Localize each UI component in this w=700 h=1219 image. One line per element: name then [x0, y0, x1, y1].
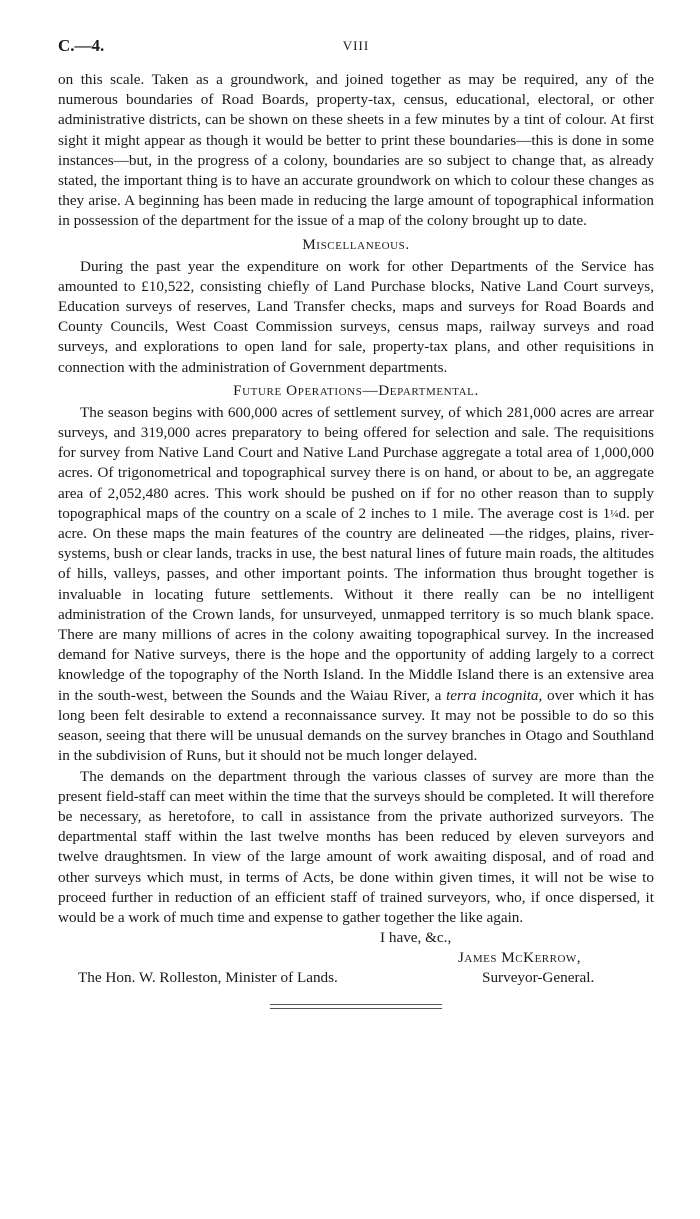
paragraph-future-operations [58, 403, 654, 767]
closing-rule [270, 1004, 442, 1009]
paragraph-miscellaneous: During the past year the expenditure on work for other Departments of the Service has amounted to £10,522, consisting chiefly of Land Purchase blocks, Native Land Court surveys, Education surveys of reserves, Land Transfer checks, maps and surveys for Road Boards and County Councils, West Coast Commission surveys, census maps, railway surveys and road surveys, and explorations to open land for sale, property-tax plans, and other requisitions in connection with the administration of Government departments. [58, 257, 654, 376]
page-number: VIII [342, 38, 370, 53]
italic-terra-incognita: terra incognita [446, 686, 539, 704]
document-page [58, 36, 654, 1009]
fraction-quarter: ¼ [610, 507, 619, 520]
signoff-addressee: The Hon. W. Rolleston, Minister of Lands. [78, 969, 338, 987]
signoff-name: James McKerrow, [458, 949, 582, 967]
signoff-closing: I have, &c., [380, 929, 452, 947]
paragraph-intro: on this scale. Taken as a groundwork, and joined together as may be required, any of the numerous boundaries of Road Boards, property-tax, census, educational, electoral, or other administrative districts, can be shown on these sheets in a few minutes by a tint of colour. At first sight it might appear as though it would be better to print these boundaries—this is done in some instances—but, in the progress of a colony, boundaries are so subject to change that, as already stated, the important thing is to have an accurate groundwork on which to colour these changes as they arise. A beginning has been made in reducing the large amount of topographical information in possession of the department for the issue of a map of the colony brought up to date. [58, 71, 654, 230]
signoff-title: Surveyor-General. [482, 969, 595, 987]
future-text-part-a: The season begins with 600,000 acres of settlement survey, of which 281,000 acres are arrear surveys, and 319,000 acres preparatory to being offered for selection and sale. The requisitions for survey from Native Land Court and Native Land Purchase aggregate a total area of 1,000,000 acres. Of trigonometrical and topographical survey there is on hand, or about to be, an aggregate area of 2,052,480 acres. This work should be pushed on if for no other reason than to supply topographical maps of the country on a scale of 2 inches to 1 mile. The average cost is 1 [58, 403, 654, 522]
signoff-block [58, 928, 654, 990]
heading-miscellaneous: Miscellaneous. [302, 235, 410, 253]
future-text-part-c: , over which it has long been felt desirable to extend a reconnaissance survey. It may not be possible to do so this season, seeing that there will be unusual demands on the survey branches in Otago and Southland in the subdivision of Runs, but it should not be much longer delayed. [58, 686, 654, 765]
heading-future-operations: Future Operations—Departmental. [233, 381, 479, 399]
future-text-part-b: d. per acre. On these maps the main features of the country are delineated —the ridges, plains, river-systems, bush or clear lands, tracks in use, the best natural lines of future main roads, the altitudes of hills, valleys, passes, and other important points. The information thus brought together is invaluable in locating future settlements. Without it there really can be no intelligent administration of the Crown lands, for unsurveyed, unmapped territory is so much blank space. There are many millions of acres in the colony awaiting topographical survey. In the increased demand for Native surveys, there is the hope and the opportunity of adding largely to a correct knowledge of the topography of the North Island. In the Middle Island there is an extensive area in the south-west, between the Sounds and the Waiau River, a [58, 504, 654, 704]
document-reference: C.—4. [58, 36, 105, 55]
paragraph-demands: The demands on the department through the various classes of survey are more than the present field-staff can meet within the time that the surveys should be completed. It will therefore be necessary, as heretofore, to call in assistance from the private authorized surveyors. The departmental staff within the last twelve months has been reduced by eleven surveyors and twelve draughtsmen. In view of the large amount of work awaiting disposal, and of road and other surveys which must, in terms of Acts, be done within given times, it will not be wise to proceed further in reduction of an efficient staff of trained surveyors, who, if once dispersed, it would be a work of much time and expense to gather together the like again. [58, 767, 654, 926]
page-header [58, 36, 654, 58]
